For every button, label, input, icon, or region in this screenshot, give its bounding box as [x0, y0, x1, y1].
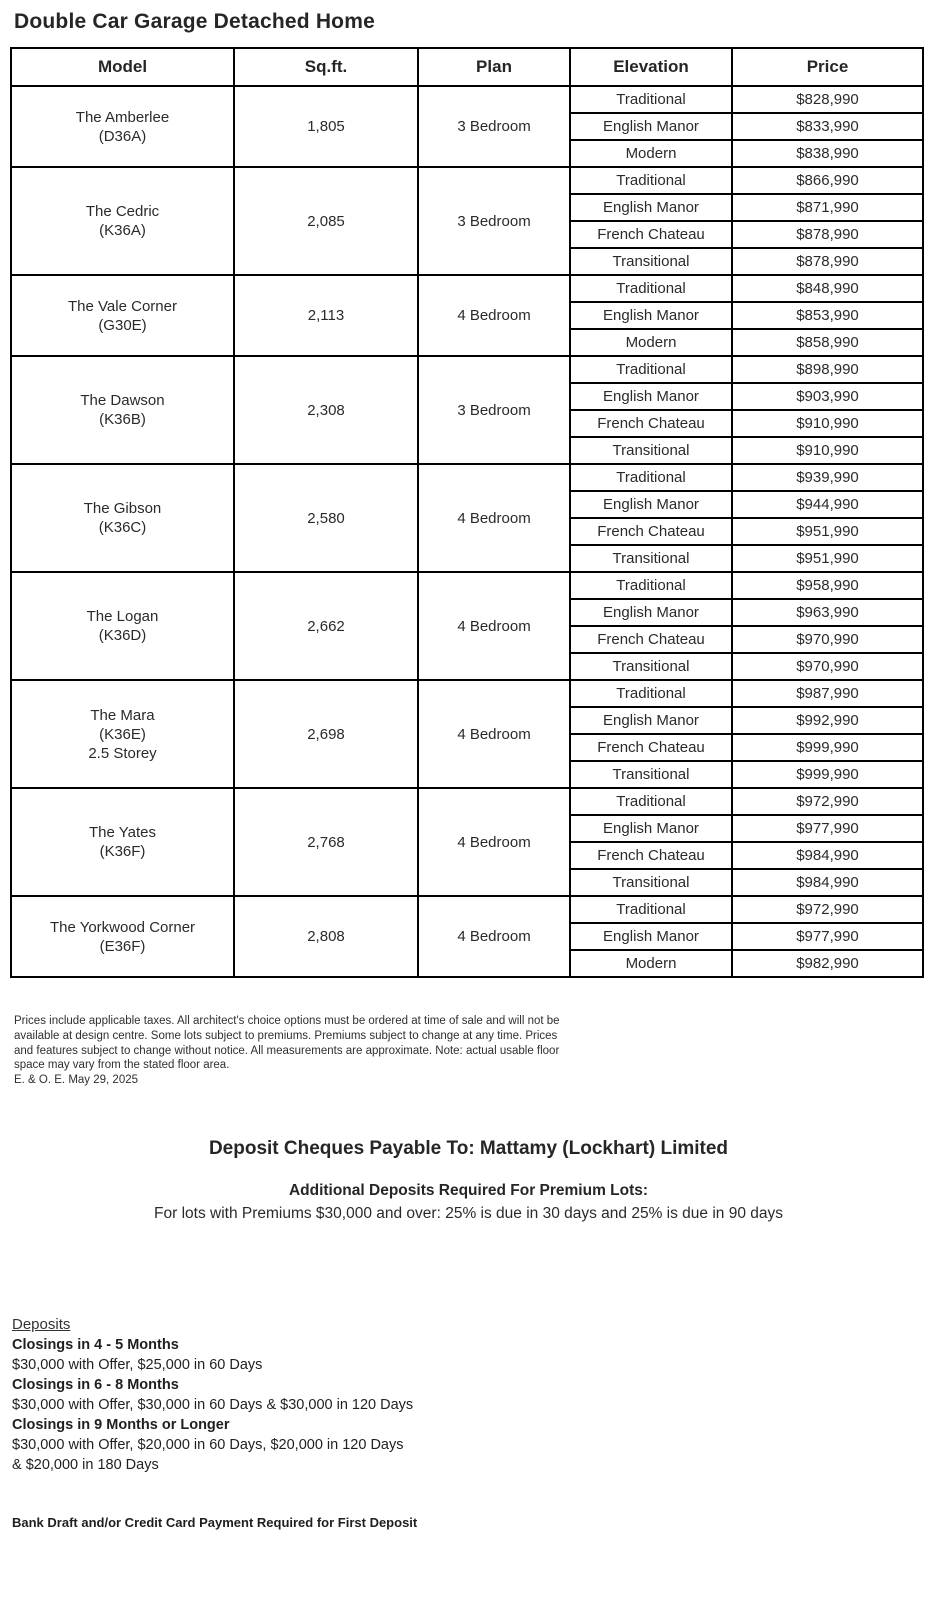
model-extra: 2.5 Storey: [88, 744, 157, 762]
plan-cell: 4 Bedroom: [418, 896, 570, 977]
price-cell: $977,990: [732, 923, 923, 950]
model-cell: [11, 896, 234, 977]
elevation-cell: French Chateau: [570, 842, 732, 869]
price-cell: $910,990: [732, 437, 923, 464]
elevation-cell: English Manor: [570, 599, 732, 626]
price-cell: $828,990: [732, 86, 923, 113]
sqft-cell: 2,808: [234, 896, 418, 977]
elevation-cell: English Manor: [570, 113, 732, 140]
elevation-cell: Modern: [570, 140, 732, 167]
price-cell: $970,990: [732, 626, 923, 653]
model-cell: [11, 86, 234, 167]
sqft-cell: 2,698: [234, 680, 418, 788]
price-cell: $866,990: [732, 167, 923, 194]
deposit-schedule-items: [12, 1335, 937, 1475]
model-code: (K36E): [99, 725, 146, 743]
price-cell: $878,990: [732, 221, 923, 248]
plan-cell: 3 Bedroom: [418, 356, 570, 464]
price-cell: $999,990: [732, 761, 923, 788]
model-code: (E36F): [99, 937, 146, 955]
price-cell: $972,990: [732, 788, 923, 815]
model-name: The Cedric: [85, 203, 160, 220]
elevation-cell: French Chateau: [570, 626, 732, 653]
price-cell: $984,990: [732, 869, 923, 896]
price-cell: $958,990: [732, 572, 923, 599]
pricing-table-body: [11, 86, 923, 977]
price-cell: $972,990: [732, 896, 923, 923]
table-row: [11, 275, 923, 302]
model-name: The Yates: [89, 824, 156, 841]
sqft-cell: 2,113: [234, 275, 418, 356]
plan-cell: 4 Bedroom: [418, 464, 570, 572]
model-cell: [11, 356, 234, 464]
elevation-cell: Traditional: [570, 167, 732, 194]
elevation-cell: French Chateau: [570, 410, 732, 437]
model-cell: [11, 167, 234, 275]
price-cell: $903,990: [732, 383, 923, 410]
model-name: The Yorkwood Corner: [49, 918, 196, 936]
elevation-cell: English Manor: [570, 194, 732, 221]
elevation-cell: Transitional: [570, 761, 732, 788]
elevation-cell: English Manor: [570, 383, 732, 410]
closing-window-detail: $30,000 with Offer, $20,000 in 60 Days, $20,000 in 120 Days: [12, 1436, 404, 1453]
elevation-cell: Traditional: [570, 788, 732, 815]
elevation-cell: French Chateau: [570, 518, 732, 545]
elevation-cell: French Chateau: [570, 734, 732, 761]
table-row: [11, 572, 923, 599]
plan-cell: 3 Bedroom: [418, 86, 570, 167]
elevation-cell: Traditional: [570, 356, 732, 383]
premium-lots-heading: Additional Deposits Required For Premium Lots:: [288, 1181, 649, 1199]
model-code: (K36B): [99, 411, 146, 428]
model-code: (K36A): [99, 222, 146, 239]
elevation-cell: Transitional: [570, 545, 732, 572]
column-header-elevation: Elevation: [570, 48, 732, 86]
closing-window-label: Closings in 4 - 5 Months: [12, 1336, 179, 1353]
price-cell: $910,990: [732, 410, 923, 437]
column-header-model: Model: [11, 48, 234, 86]
eoe-line: E. & O. E. May 29, 2025: [14, 1074, 139, 1087]
table-row: [11, 356, 923, 383]
closing-window-detail: $30,000 with Offer, $25,000 in 60 Days: [12, 1356, 263, 1373]
price-cell: $992,990: [732, 707, 923, 734]
deposits-heading: Deposits: [12, 1315, 71, 1333]
closing-window-detail: $30,000 with Offer, $30,000 in 60 Days & $30,000 in 120 Days: [12, 1396, 414, 1413]
price-cell: $963,990: [732, 599, 923, 626]
price-cell: $987,990: [732, 680, 923, 707]
model-cell: [11, 680, 234, 788]
plan-cell: 3 Bedroom: [418, 167, 570, 275]
model-name: The Mara: [90, 706, 155, 724]
header-row: [11, 48, 923, 86]
payment-note: Bank Draft and/or Credit Card Payment Required for First Deposit: [12, 1514, 418, 1530]
elevation-cell: English Manor: [570, 302, 732, 329]
table-row: [11, 86, 923, 113]
price-cell: $838,990: [732, 140, 923, 167]
price-cell: $951,990: [732, 518, 923, 545]
model-cell: [11, 788, 234, 896]
model-name: The Dawson: [80, 392, 165, 409]
deposit-payable-heading: Deposit Cheques Payable To: Mattamy (Lockhart) Limited: [208, 1137, 729, 1159]
elevation-cell: Transitional: [570, 653, 732, 680]
price-cell: $939,990: [732, 464, 923, 491]
sqft-cell: 2,580: [234, 464, 418, 572]
sqft-cell: 2,768: [234, 788, 418, 896]
model-code: (K36F): [99, 843, 146, 860]
disclaimer: [14, 1014, 562, 1088]
model-cell: [11, 464, 234, 572]
sqft-cell: 1,805: [234, 86, 418, 167]
price-cell: $898,990: [732, 356, 923, 383]
price-cell: $982,990: [732, 950, 923, 977]
table-row: [11, 896, 923, 923]
elevation-cell: English Manor: [570, 491, 732, 518]
price-cell: $871,990: [732, 194, 923, 221]
price-cell: $951,990: [732, 545, 923, 572]
model-name: The Amberlee: [75, 108, 170, 126]
column-header-price: Price: [732, 48, 923, 86]
model-code: (K36C): [98, 519, 147, 536]
model-name: The Logan: [86, 608, 159, 625]
table-row: [11, 464, 923, 491]
model-code: (D36A): [98, 127, 147, 145]
column-header-sqft: Sq.ft.: [234, 48, 418, 86]
table-row: [11, 680, 923, 707]
price-cell: $878,990: [732, 248, 923, 275]
price-cell: $944,990: [732, 491, 923, 518]
closing-window-detail: & $20,000 in 180 Days: [12, 1456, 159, 1473]
elevation-cell: Traditional: [570, 86, 732, 113]
plan-cell: 4 Bedroom: [418, 572, 570, 680]
pricing-table: [10, 47, 924, 978]
premium-lots-detail: For lots with Premiums $30,000 and over: 25% is due in 30 days and 25% is due in 90 days: [154, 1204, 783, 1222]
table-row: [11, 788, 923, 815]
plan-cell: 4 Bedroom: [418, 680, 570, 788]
plan-cell: 4 Bedroom: [418, 788, 570, 896]
elevation-cell: Transitional: [570, 248, 732, 275]
elevation-cell: Transitional: [570, 437, 732, 464]
closing-window-label: Closings in 9 Months or Longer: [12, 1416, 230, 1433]
price-cell: $984,990: [732, 842, 923, 869]
elevation-cell: French Chateau: [570, 221, 732, 248]
price-cell: $999,990: [732, 734, 923, 761]
table-row: [11, 167, 923, 194]
column-header-plan: Plan: [418, 48, 570, 86]
price-cell: $858,990: [732, 329, 923, 356]
model-code: (G30E): [98, 316, 147, 334]
model-cell: [11, 275, 234, 356]
deposit-schedule: [12, 1315, 937, 1475]
elevation-cell: English Manor: [570, 923, 732, 950]
page-title: Double Car Garage Detached Home: [14, 10, 375, 33]
model-code: (K36D): [98, 627, 147, 644]
elevation-cell: Transitional: [570, 869, 732, 896]
sqft-cell: 2,085: [234, 167, 418, 275]
price-cell: $833,990: [732, 113, 923, 140]
sqft-cell: 2,662: [234, 572, 418, 680]
price-cell: $970,990: [732, 653, 923, 680]
model-cell: [11, 572, 234, 680]
plan-cell: 4 Bedroom: [418, 275, 570, 356]
elevation-cell: Traditional: [570, 572, 732, 599]
closing-window-label: Closings in 6 - 8 Months: [12, 1376, 179, 1393]
price-cell: $853,990: [732, 302, 923, 329]
elevation-cell: Modern: [570, 950, 732, 977]
elevation-cell: Modern: [570, 329, 732, 356]
elevation-cell: Traditional: [570, 896, 732, 923]
elevation-cell: Traditional: [570, 680, 732, 707]
disclaimer-text: Prices include applicable taxes. All architect's choice options must be ordered at time of sale and will not be available at design centre. Some lots subject to premiums. Premiums subject to change at any time. Prices and features subject to change without notice. All measurements are approximate. Note: actual usable floor space may vary from the stated floor area.: [14, 1015, 560, 1072]
elevation-cell: Traditional: [570, 275, 732, 302]
elevation-cell: Traditional: [570, 464, 732, 491]
elevation-cell: English Manor: [570, 815, 732, 842]
pricing-table-header: [11, 48, 923, 86]
price-cell: $848,990: [732, 275, 923, 302]
sqft-cell: 2,308: [234, 356, 418, 464]
price-cell: $977,990: [732, 815, 923, 842]
elevation-cell: English Manor: [570, 707, 732, 734]
model-name: The Gibson: [83, 500, 162, 517]
model-name: The Vale Corner: [68, 297, 177, 315]
